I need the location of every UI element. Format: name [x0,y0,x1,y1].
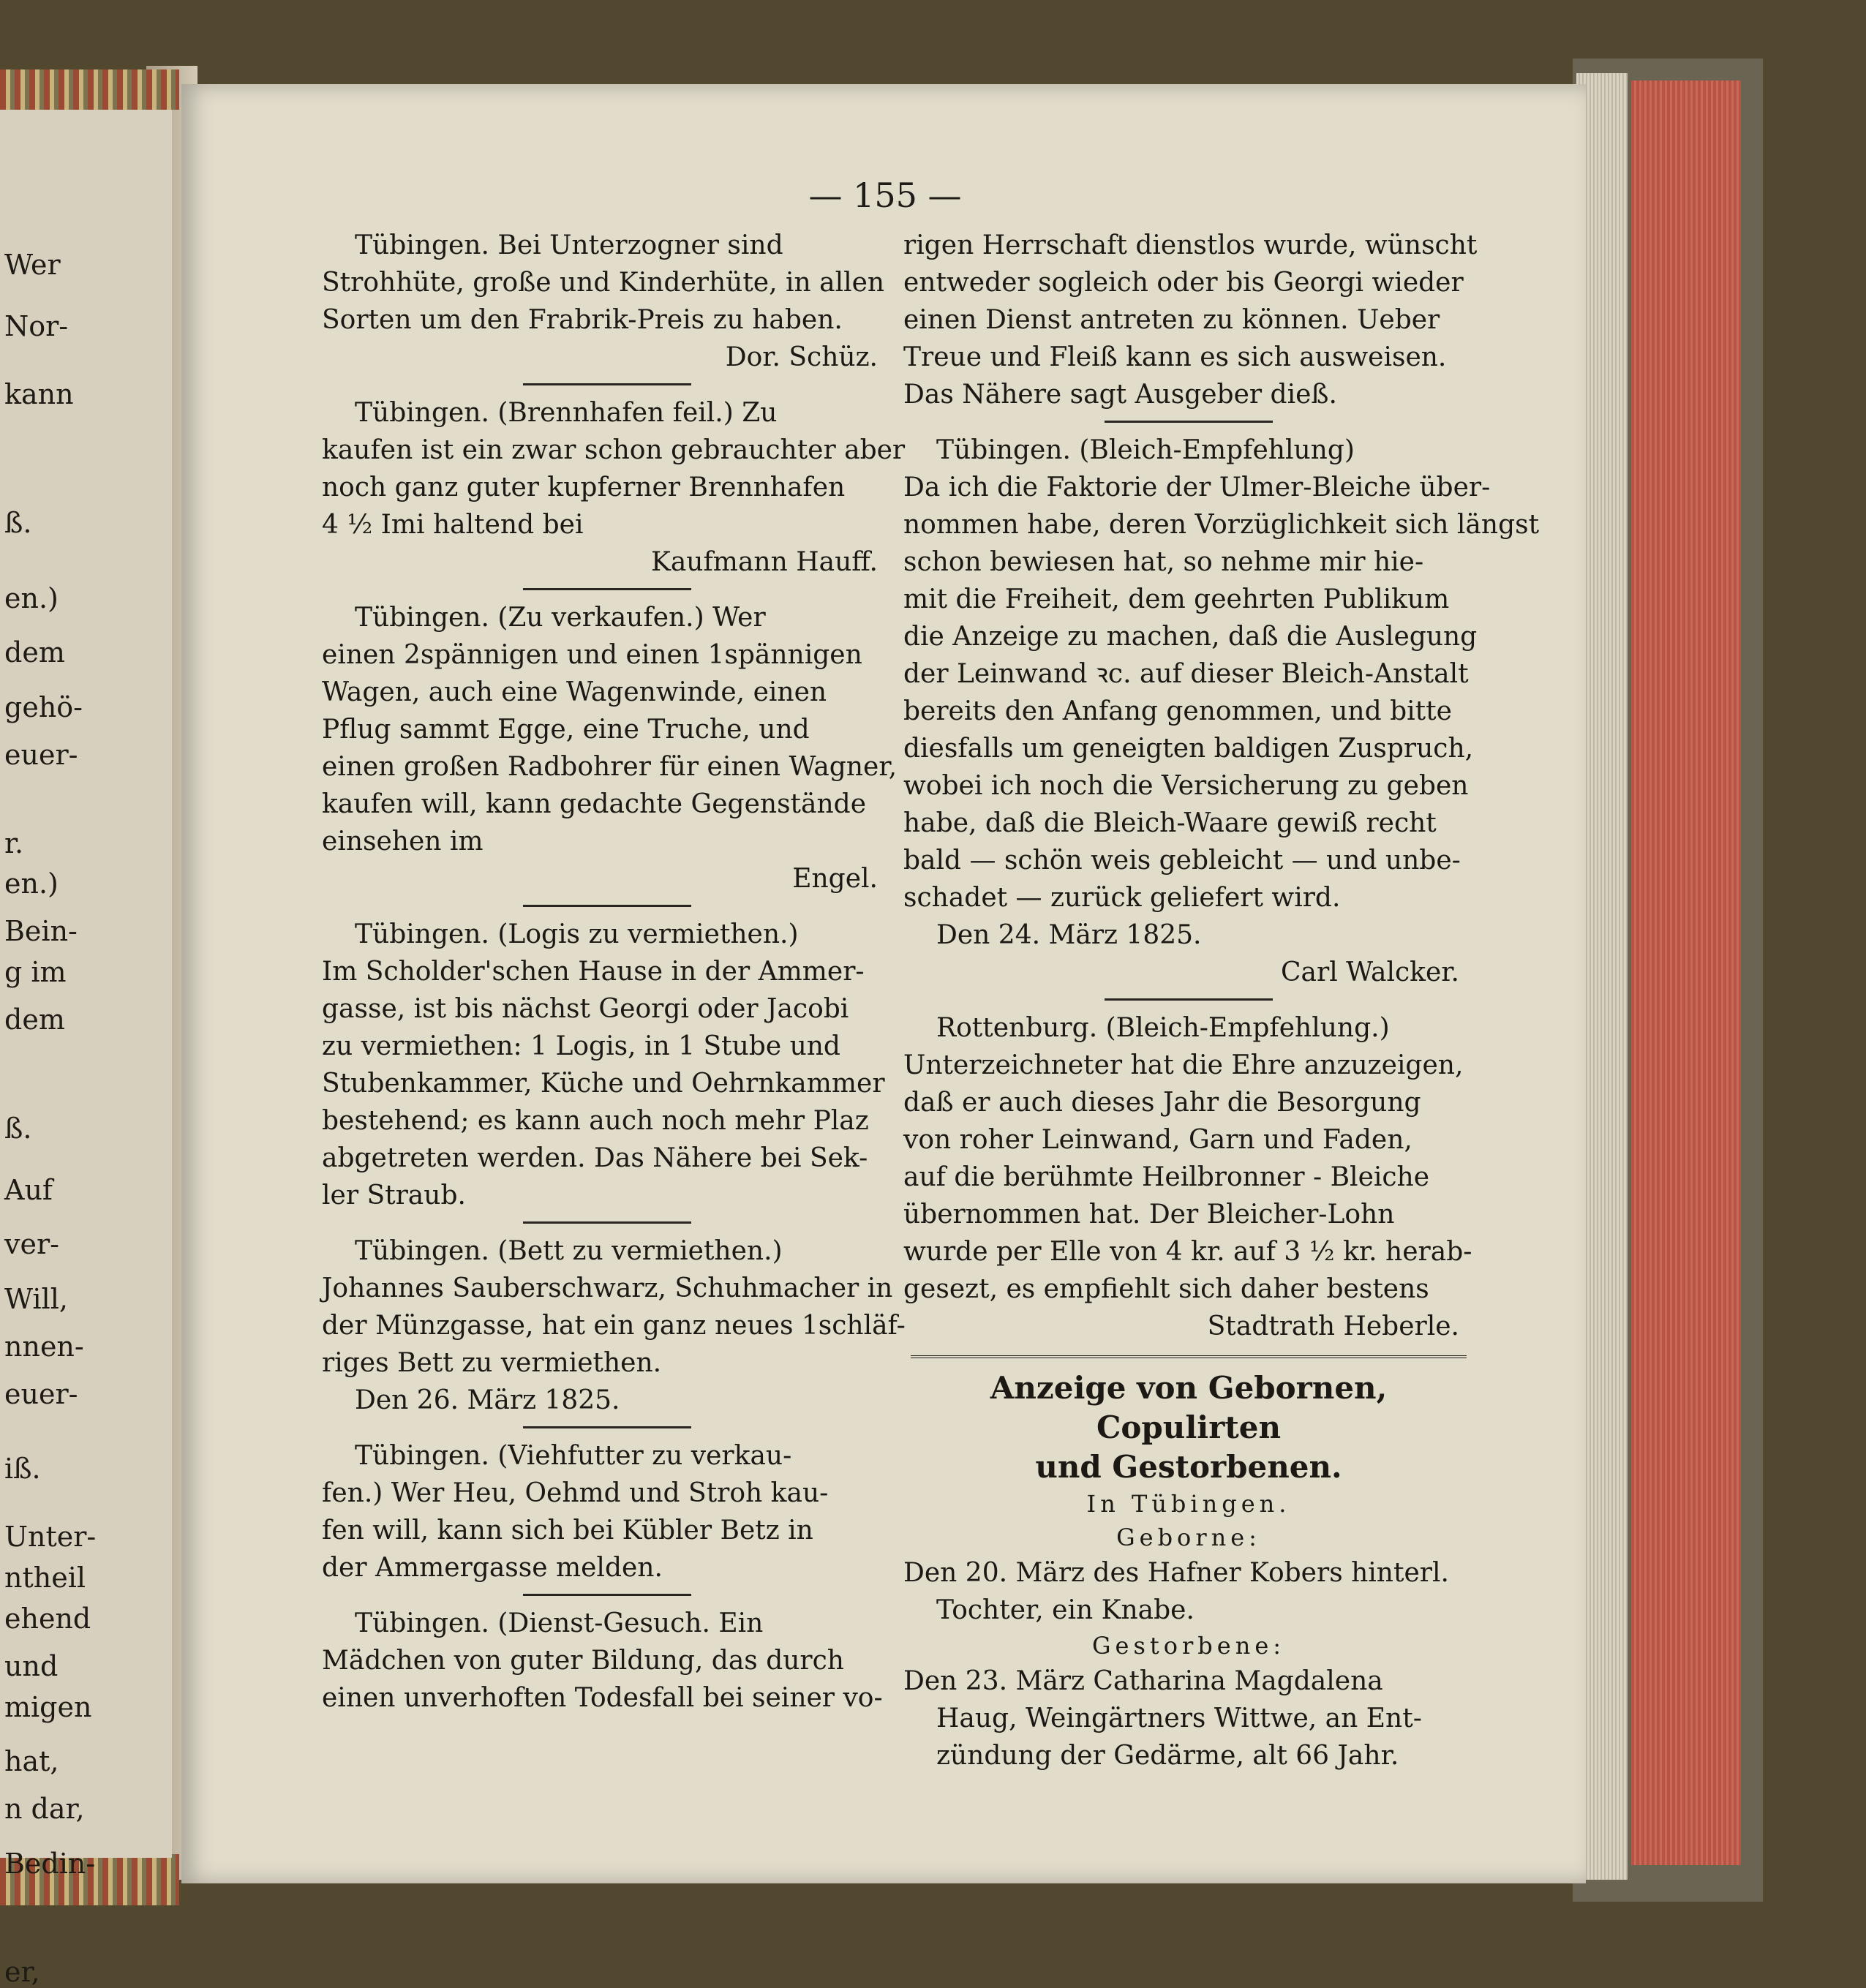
text-line: der Ammergasse melden. [322,1553,663,1583]
left-page-fragment: ehend [4,1602,91,1635]
left-page-fragment: gehö- [4,690,83,723]
left-page-fragment: ß. [4,507,32,540]
text-line: Tübingen. (Zu verkaufen.) Wer [355,603,766,633]
left-page-fragment: Unter- [4,1521,97,1554]
text-line: Tübingen. (Bett zu vermiethen.) [355,1236,783,1266]
text-line: Den 26. März 1825. [355,1385,620,1415]
text-line: einen unverhoften Todesfall bei seiner vo- [322,1683,883,1713]
text-line: diesfalls um geneigten baldigen Zuspruch, [903,734,1474,764]
text-line: ler Straub. [322,1181,466,1211]
separator-rule [523,1426,691,1428]
text-line: Tübingen. (Logis zu vermiethen.) [355,919,799,949]
text-line: zu vermiethen: 1 Logis, in 1 Stube und [322,1031,840,1061]
text-line: 4 ½ Imi haltend bei [322,510,584,540]
text-line: bestehend; es kann auch noch mehr Plaz [322,1106,869,1136]
text-line: fen will, kann sich bei Kübler Betz in [322,1516,813,1545]
text-line: Tübingen. (Viehfutter zu verkau- [355,1441,792,1471]
left-page-fragment: euer- [4,738,78,771]
left-page-fragment: Bedin- [4,1847,96,1880]
text-line: die Anzeige zu machen, daß die Auslegung [903,622,1478,652]
left-page-fragment: Will, [4,1282,68,1315]
section-subheading: Geborne: [1116,1524,1261,1551]
text-line: bald — schön weis gebleicht — und unbe- [903,846,1461,876]
text-line: noch ganz guter kupferner Brennhafen [322,472,846,502]
text-line: einen großen Radbohrer für einen Wagner, [322,752,898,782]
text-line: kaufen ist ein zwar schon gebrauchter aber [322,435,906,465]
text-line: Den 24. März 1825. [936,920,1202,950]
separator-rule [523,905,691,907]
left-page-fragment: und [4,1649,59,1682]
separator-rule [523,383,691,385]
section-heading: und Gestorbenen. [1035,1449,1342,1485]
text-line: Stubenkammer, Küche und Oehrnkammer [322,1069,885,1099]
text-line: entweder sogleich oder bis Georgi wieder [903,268,1464,298]
text-line: zündung der Gedärme, alt 66 Jahr. [936,1741,1399,1771]
text-line: Johannes Sauberschwarz, Schuhmacher in [322,1273,893,1303]
text-line: habe, daß die Bleich-Waare gewiß recht [903,808,1437,838]
text-line: Tübingen. (Brennhafen feil.) Zu [355,398,778,428]
left-page-fragment: Auf [4,1173,53,1206]
text-line: einen 2spännigen und einen 1spännigen [322,640,862,670]
text-line: gesezt, es empfiehlt sich daher bestens [903,1274,1429,1304]
separator-rule [1105,421,1273,423]
text-line: Rottenburg. (Bleich-Empfehlung.) [936,1013,1390,1043]
left-page-fragment: r. [4,827,24,859]
text-line: Da ich die Faktorie der Ulmer-Bleiche über- [903,472,1491,502]
text-line: von roher Leinwand, Garn und Faden, [903,1125,1412,1155]
text-line: Den 23. März Catharina Magdalena [903,1666,1383,1696]
section-subheading: Gestorbene: [1091,1632,1286,1660]
left-page-fragment: en.) [4,867,59,900]
left-page-fragment: en.) [4,581,59,614]
left-page-fragment: euer- [4,1377,78,1410]
text-line: schadet — zurück geliefert wird. [903,883,1341,913]
right-column [903,227,1540,1774]
section-double-rule [911,1355,1467,1358]
text-line: Den 20. März des Hafner Kobers hinterl. [903,1558,1449,1588]
text-line: rigen Herrschaft dienstlos wurde, wünscht [903,230,1478,260]
text-line: kaufen will, kann gedachte Gegenstände [322,789,867,819]
left-page-fragment: dem [4,1004,65,1036]
text-line: Treue und Fleiß kann es sich ausweisen. [903,342,1447,372]
spine-band-top [0,69,179,110]
text-line: Tochter, ein Knabe. [936,1595,1195,1625]
left-page-fragment: migen [4,1690,92,1723]
left-page-fragment: ntheil [4,1561,86,1594]
text-line: Tübingen. Bei Unterzogner sind [355,230,783,260]
text-line: Im Scholder'schen Hause in der Ammer- [322,957,865,987]
text-line: Tübingen. (Bleich-Empfehlung) [936,435,1355,465]
notice-signature: Kaufmann Hauff. [650,547,878,577]
text-line: Unterzeichneter hat die Ehre anzuzeigen, [903,1050,1464,1080]
text-line: Sorten um den Frabrik-Preis zu haben. [322,305,843,335]
text-line: wurde per Elle von 4 kr. auf 3 ½ kr. herab- [903,1237,1472,1267]
left-column [322,227,906,1717]
text-line: daß er auch dieses Jahr die Besorgung [903,1088,1421,1118]
left-page-fragment: dem [4,636,65,669]
notice-signature: Dor. Schüz. [725,342,878,372]
text-line: mit die Freiheit, dem geehrten Publikum [903,584,1450,614]
text-line: schon bewiesen hat, so nehme mir hie- [903,547,1424,577]
text-line: einen Dienst antreten zu können. Ueber [903,305,1440,335]
left-page-fragment: g im [4,956,67,989]
text-line: Mädchen von guter Bildung, das durch [322,1646,844,1676]
text-line: Das Nähere sagt Ausgeber dieß. [903,380,1337,410]
left-page-fragment: er, [4,1956,40,1988]
text-line: wobei ich noch die Versicherung zu geben [903,771,1469,801]
text-line: Haug, Weingärtners Wittwe, an Ent- [936,1703,1422,1733]
separator-rule [1105,998,1273,1001]
notice-signature: Stadtrath Heberle. [1207,1311,1459,1341]
separator-rule [523,1221,691,1224]
text-line: nommen habe, deren Vorzüglichkeit sich längst [903,510,1540,540]
left-page-fragment: kann [4,377,74,410]
text-line: übernommen hat. Der Bleicher-Lohn [903,1200,1395,1230]
notice-signature: Carl Walcker. [1280,957,1459,987]
left-page-fragment: Bein- [4,915,78,948]
section-subheading: In Tübingen. [1086,1490,1291,1518]
text-line: der Leinwand ꝛc. auf dieser Bleich-Anstalt [903,659,1469,689]
text-line: bereits den Anfang genommen, und bitte [903,696,1452,726]
left-page-fragment: n dar, [4,1793,85,1826]
left-page [0,110,172,1988]
left-page-fragment: ver- [4,1228,59,1261]
left-page-fragment: nnen- [4,1330,84,1363]
text-line: einsehen im [322,827,484,856]
text-line: Tübingen. (Dienst-Gesuch. Ein [355,1608,764,1638]
text-line: der Münzgasse, hat ein ganz neues 1schläf- [322,1311,906,1341]
left-page-fragment: Nor- [4,309,69,342]
text-line: riges Bett zu vermiethen. [322,1348,662,1378]
section-heading: Anzeige von Gebornen, Copulirten [990,1370,1388,1445]
left-page-fragment: iß. [4,1453,41,1486]
page-edge-red [1631,80,1741,1865]
separator-rule [523,1594,691,1596]
notice-signature: Engel. [792,864,878,894]
text-line: Pflug sammt Egge, eine Truche, und [322,715,810,745]
left-page-fragment: ß. [4,1112,32,1145]
text-line: abgetreten werden. Das Nähere bei Sek- [322,1143,868,1173]
page-number: — 155 — [808,176,962,215]
left-page-fragment: hat, [4,1745,59,1777]
left-page-fragment: Wer [4,249,61,281]
text-line: Strohhüte, große und Kinderhüte, in allen [322,268,885,298]
text-line: fen.) Wer Heu, Oehmd und Stroh kau- [322,1478,829,1508]
text-line: Wagen, auch eine Wagenwinde, einen [322,677,827,707]
text-line: gasse, ist bis nächst Georgi oder Jacobi [322,994,849,1024]
separator-rule [523,588,691,590]
text-line: auf die berühmte Heilbronner - Bleiche [903,1162,1430,1192]
